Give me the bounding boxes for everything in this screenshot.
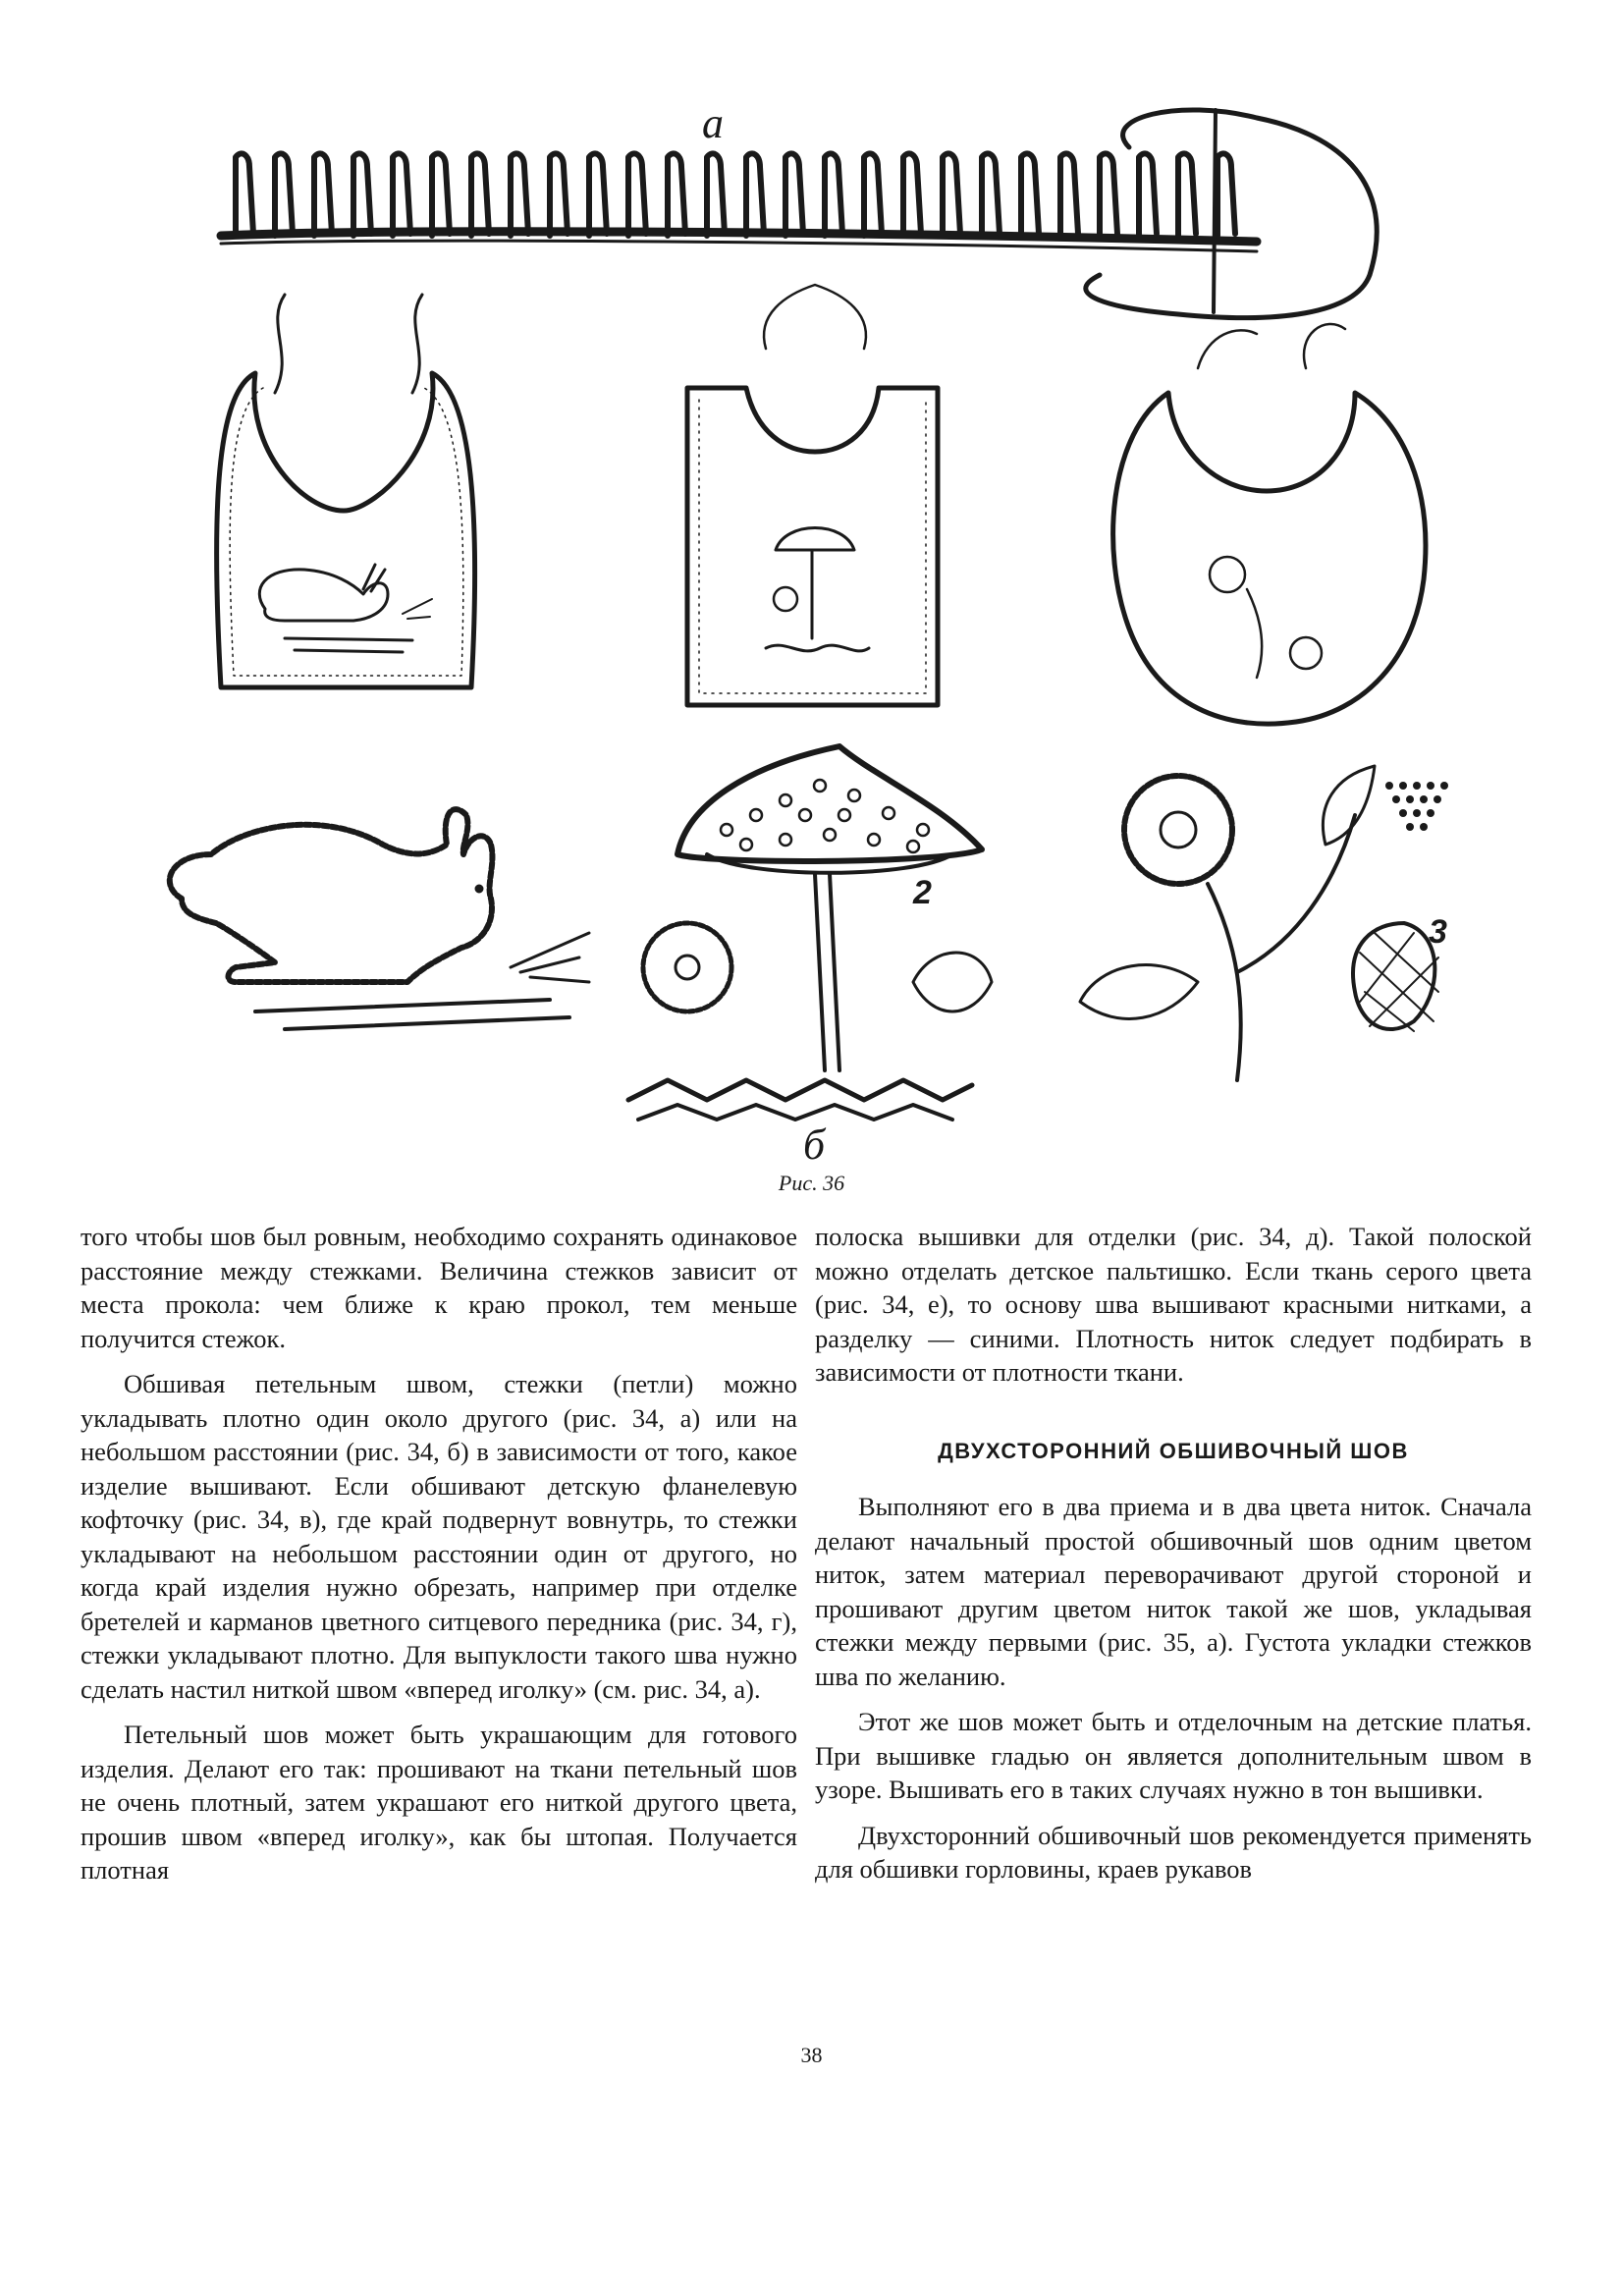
berry-dot — [1427, 782, 1434, 790]
section-heading: ДВУХСТОРОННИЙ ОБШИВОЧНЫЙ ШОВ — [938, 1438, 1409, 1463]
stitch-loop — [353, 153, 371, 236]
berry-dot — [1427, 809, 1434, 817]
berry-dot — [1413, 809, 1421, 817]
paragraph: Двухсторонний обшивочный шов рекомендуется применять для обшивки горловины, краев рукавов — [815, 1820, 1532, 1884]
stitch-loop — [668, 153, 685, 236]
cap-spot — [750, 809, 762, 821]
paragraph: Выполняют его в два приема и в два цвета ниток. Сначала делают начальный простой обшивочный шов одним цветом ниток, затем материал переворачивают другой стороной и прошивают другим цветом ниток такой же шов, укладывая стежки между первыми (рис. 35, а). Густота укладки стежков шва по желанию. — [815, 1492, 1532, 1691]
cap-spot — [814, 780, 826, 792]
berry-dot — [1385, 782, 1393, 790]
stitch-loop — [1217, 153, 1235, 236]
figure-caption: Рис. 36 — [778, 1171, 845, 1195]
cap-spot — [883, 807, 894, 819]
bib-flowers — [1113, 324, 1426, 724]
cap-spot — [848, 790, 860, 801]
page-number: 38 — [800, 2043, 823, 2067]
cap-spot — [917, 824, 929, 836]
buttonhole-stitch-strip — [221, 110, 1377, 318]
stitch-loop — [432, 153, 450, 236]
stitch-loop — [628, 153, 646, 236]
stitch-loop — [1139, 153, 1157, 236]
cap-spot — [868, 834, 880, 846]
stitch-loop — [1178, 153, 1196, 236]
rabbit-motif — [170, 809, 589, 1029]
right-column — [815, 1220, 1532, 1898]
berry-dot — [1434, 795, 1441, 803]
stitch-loop — [393, 153, 410, 236]
stitch-loop — [1060, 153, 1078, 236]
figure-label-a: а — [702, 99, 724, 147]
berry-dot — [1420, 795, 1428, 803]
stitch-loop — [1021, 153, 1039, 236]
paragraph: Обшивая петельным швом, стежки (петли) можно укладывать плотно один около другого (рис. 34, а) или на небольшом расстоянии (рис. 34, б) в зависимости от того, какое изделие вышивают. Если обшивают детскую фланелевую кофточку (рис. 34, в), где край подвернут вовнутрь, то стежки укладывают на небольшом расстоянии один от другого, но когда край изделия нужно обрезать, например при отделке бретелей и карманов цветного ситцевого передника (рис. 34, г), стежки укладывают плотно. Для выпуклости такого шва нужно сделать настил ниткой швом «вперед иголку» (см. рис. 34, а). — [81, 1369, 797, 1704]
berry-dot — [1399, 782, 1407, 790]
flower-motif — [1080, 766, 1448, 1080]
berry-dot — [1406, 795, 1414, 803]
stitch-loop — [746, 153, 764, 236]
cap-spot — [824, 829, 836, 841]
figure-label-2: 2 — [913, 874, 932, 911]
mushroom-motif — [628, 746, 992, 1120]
needle — [1214, 110, 1216, 312]
paragraph: Этот же шов может быть и отделочным на детские платья. При вышивке гладью он является дополнительным швом в узоре. Вышивать его в таких случаях нужно в тон вышивки. — [815, 1707, 1532, 1804]
stitch-loop — [236, 153, 253, 236]
berry-dot — [1406, 823, 1414, 831]
paragraph: Петельный шов может быть украшающим для готового изделия. Делают его так: прошивают на ткани петельный шов не очень плотный, затем украшают его ниткой другого цвета, прошив швом «вперед иголку», как бы штопая. Получается плотная — [81, 1720, 797, 1885]
stitch-loop — [511, 153, 528, 236]
cap-spot — [780, 794, 791, 806]
figure-label-b: б — [803, 1121, 826, 1169]
stitch-loop — [1100, 153, 1117, 236]
cap-spot — [780, 834, 791, 846]
stitch-loop — [589, 153, 607, 236]
bib-mushroom — [687, 285, 938, 705]
stitch-loop — [707, 153, 725, 236]
cap-spot — [799, 809, 811, 821]
stitch-loop — [785, 153, 803, 236]
stitch-loop — [982, 153, 1000, 236]
stitch-loop — [314, 153, 332, 236]
stitch-loop — [471, 153, 489, 236]
berry-dot — [1399, 809, 1407, 817]
stitch-loop — [825, 153, 842, 236]
paragraph: того чтобы шов был ровным, необходимо сохранять одинаковое расстояние между стежками. Величина стежков зависит от места прокола: чем ближе к краю прокол, тем меньше получится стежок. — [81, 1222, 797, 1353]
berry-dot — [1392, 795, 1400, 803]
berry-dot — [1413, 782, 1421, 790]
cap-spot — [721, 824, 732, 836]
paragraph: полоска вышивки для отделки (рис. 34, д). Такой полоской можно отделать детское пальтишко. Если ткань серого цвета (рис. 34, е), то основу шва вышивают красными нитками, а разделку — синими. Плотность ниток следует подбирать в зависимости от плотности ткани. — [815, 1222, 1532, 1387]
stitch-loop — [550, 153, 568, 236]
bib-rabbit — [217, 295, 475, 687]
left-column — [81, 1220, 797, 1899]
cap-spot — [907, 841, 919, 852]
cap-spot — [839, 809, 850, 821]
stitch-loop — [275, 153, 293, 236]
figure-label-3: 3 — [1429, 913, 1447, 951]
berry-dot — [1440, 782, 1448, 790]
stitch-loop — [903, 153, 921, 236]
cap-spot — [740, 839, 752, 850]
stitch-loop — [864, 153, 882, 236]
stitch-loop — [943, 153, 960, 236]
berry-dot — [1420, 823, 1428, 831]
